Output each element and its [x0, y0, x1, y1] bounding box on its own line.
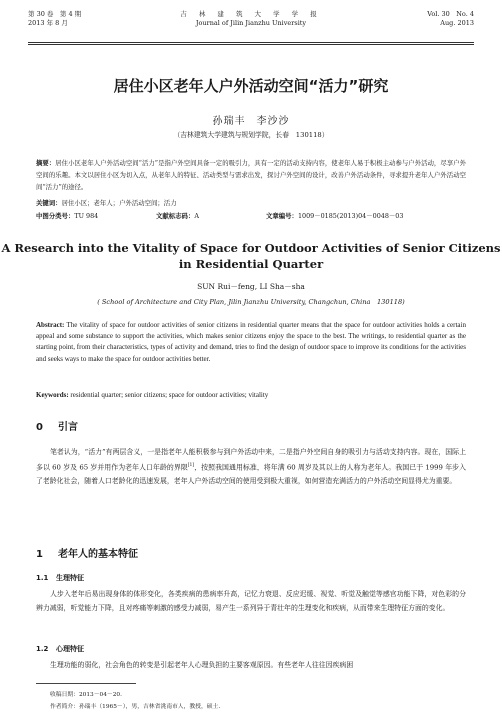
section-title: 老年人的基本特征: [58, 549, 138, 560]
header-volume-issue: 第 30 卷 第 4 期: [28, 10, 82, 18]
clc-value: TU 984: [74, 212, 99, 220]
title-en: A Research into the Vitality of Space for Outdoor Activities of Senior Citizens in Residential Quarter: [1, 241, 501, 271]
keywords-en: [36, 390, 466, 401]
header-rule-top: [28, 42, 474, 43]
abstract-en: [36, 320, 466, 365]
header-vol-no: Vol. 30 No. 4: [427, 10, 474, 18]
section-number: 1: [36, 549, 43, 560]
subsection-title: 心理特征: [56, 645, 84, 653]
section-number: 0: [36, 422, 43, 433]
authors-cn: 孙瑞丰 李沙沙: [212, 116, 290, 127]
header-volume-en: [427, 10, 474, 28]
footnote-rule: [36, 683, 136, 684]
abstract-en-label: Abstract:: [36, 321, 65, 329]
paragraph-physiological: 人步入老年后易出现身体的体形变化，各类疾病的患病率升高，记忆力衰退、反应迟缓、视觉、听觉及触觉等感官功能下降，对色彩的分辨力减弱，听觉能力下降，且对疼痛等刺激的感受力减弱，易产生一系列异于青壮年的生理变化和疾病，从而带来生理特征方面的变化。: [36, 590, 466, 612]
title-cn: 居住小区老年人户外活动空间“活力”研究: [113, 77, 389, 95]
citation-ref: [1]: [187, 463, 195, 468]
abstract-en-text: The vitality of space for outdoor activities of senior citizens in residential quarter means that the space for outdoor activities holds a certain appeal and some substance to support the activities, which makes senior citizens enjoy the space to the best. The writings, to residential quarter as the starting point, from their characteristics, types of activity and demand, tries to find the design of outdoor space to improve its conditions for the activities and seeks ways to make the space for outdoor activities better.: [36, 321, 466, 363]
clc-label: 中图分类号：: [36, 212, 75, 220]
footnote-author-bio: 作者简介：孙瑞丰（1965－），男，吉林省洮南市人，教授，硕士.: [50, 704, 221, 710]
doc-code-label: 文献标志码：: [156, 212, 195, 220]
paragraph-text: 笔者认为，“活力”有两层含义，一是指老年人能积极参与到户外活动中来，二是指户外空间自身的吸引力与活动支持内容。现在，国际上多以 60 岁及 65 岁并用作为老年人口年龄的界限: [36, 448, 466, 472]
keywords-cn-label: 关键词：: [36, 199, 62, 207]
abstract-cn: [36, 157, 466, 193]
subsection-title: 生理特征: [56, 574, 84, 582]
subsection-heading-psychological: [36, 644, 84, 654]
paragraph-text: ，按照我国通用标准，将年满 60 周岁及其以上的人称为老年人。我国已于 1999 年步入了老龄化社会，随着人口老龄化的迅速发展，老年人户外活动空间的使用受到极大重视，如何营造充满活力的户外活动空间显得尤为重要。: [36, 463, 467, 486]
authors-en: SUN Rui－feng, LI Sha－sha: [197, 282, 305, 291]
section-title: 引言: [58, 422, 78, 433]
subsection-number: 1.2: [36, 645, 49, 653]
keywords-cn-text: 居住小区；老年人；户外活动空间；活力: [61, 199, 177, 207]
subsection-heading-physiological: [36, 573, 84, 583]
header-rule-bottom: [28, 44, 474, 45]
section-heading-introduction: [36, 418, 78, 433]
article-no-label: 文章编号：: [266, 212, 298, 220]
keywords-en-label: Keywords:: [36, 391, 69, 399]
header-date-cn: 2013 年 8 月: [28, 19, 68, 27]
paragraph-psychological: 生理功能的弱化，社会角色的转变是引起老年人心理负担的主要客观原因。有些老年人往往因疾病困: [50, 661, 354, 669]
keywords-cn: [36, 198, 466, 208]
abstract-cn-label: 摘要：: [36, 159, 56, 167]
affiliation-en: ( School of Architecture and City Plan, Jilin Jianzhu University, Changchun, China 130118): [97, 298, 405, 306]
paragraph-introduction: [36, 445, 466, 488]
affiliation-cn: （吉林建筑大学建筑与规划学院，长春 130118）: [173, 131, 329, 139]
running-header: [28, 10, 474, 38]
header-date-en: Aug. 2013: [440, 19, 474, 27]
classification-line: [36, 211, 466, 221]
journal-name-en: Journal of Jilin Jianzhu University: [195, 19, 307, 27]
header-journal-name: [28, 10, 474, 28]
article-no-value: 1009－0185(2013)04－0048－03: [297, 212, 404, 220]
footnote-received-date: 收稿日期：2013－04－20.: [50, 692, 122, 698]
journal-name-cn: 吉 林 建 筑 大 学 学 报: [180, 10, 322, 18]
abstract-cn-text: 居住小区老年人户外活动空间“活力”是指户外空间具备一定的吸引力，具有一定的活动支持内容，使老年人易于积极主动参与户外活动，尽享户外空间的乐趣。本文以居住小区为切入点，从老年人的特征、活动类型与需求出发，探讨户外空间的设计，改善户外活动条件，寻求提升老年人户外活动空间“活力”的途径。: [36, 159, 466, 191]
subsection-number: 1.1: [36, 574, 49, 582]
section-heading-characteristics: [36, 545, 138, 560]
doc-code-value: A: [194, 212, 199, 220]
keywords-en-text: residential quarter; senior citizens; space for outdoor activities; vitality: [70, 391, 269, 399]
